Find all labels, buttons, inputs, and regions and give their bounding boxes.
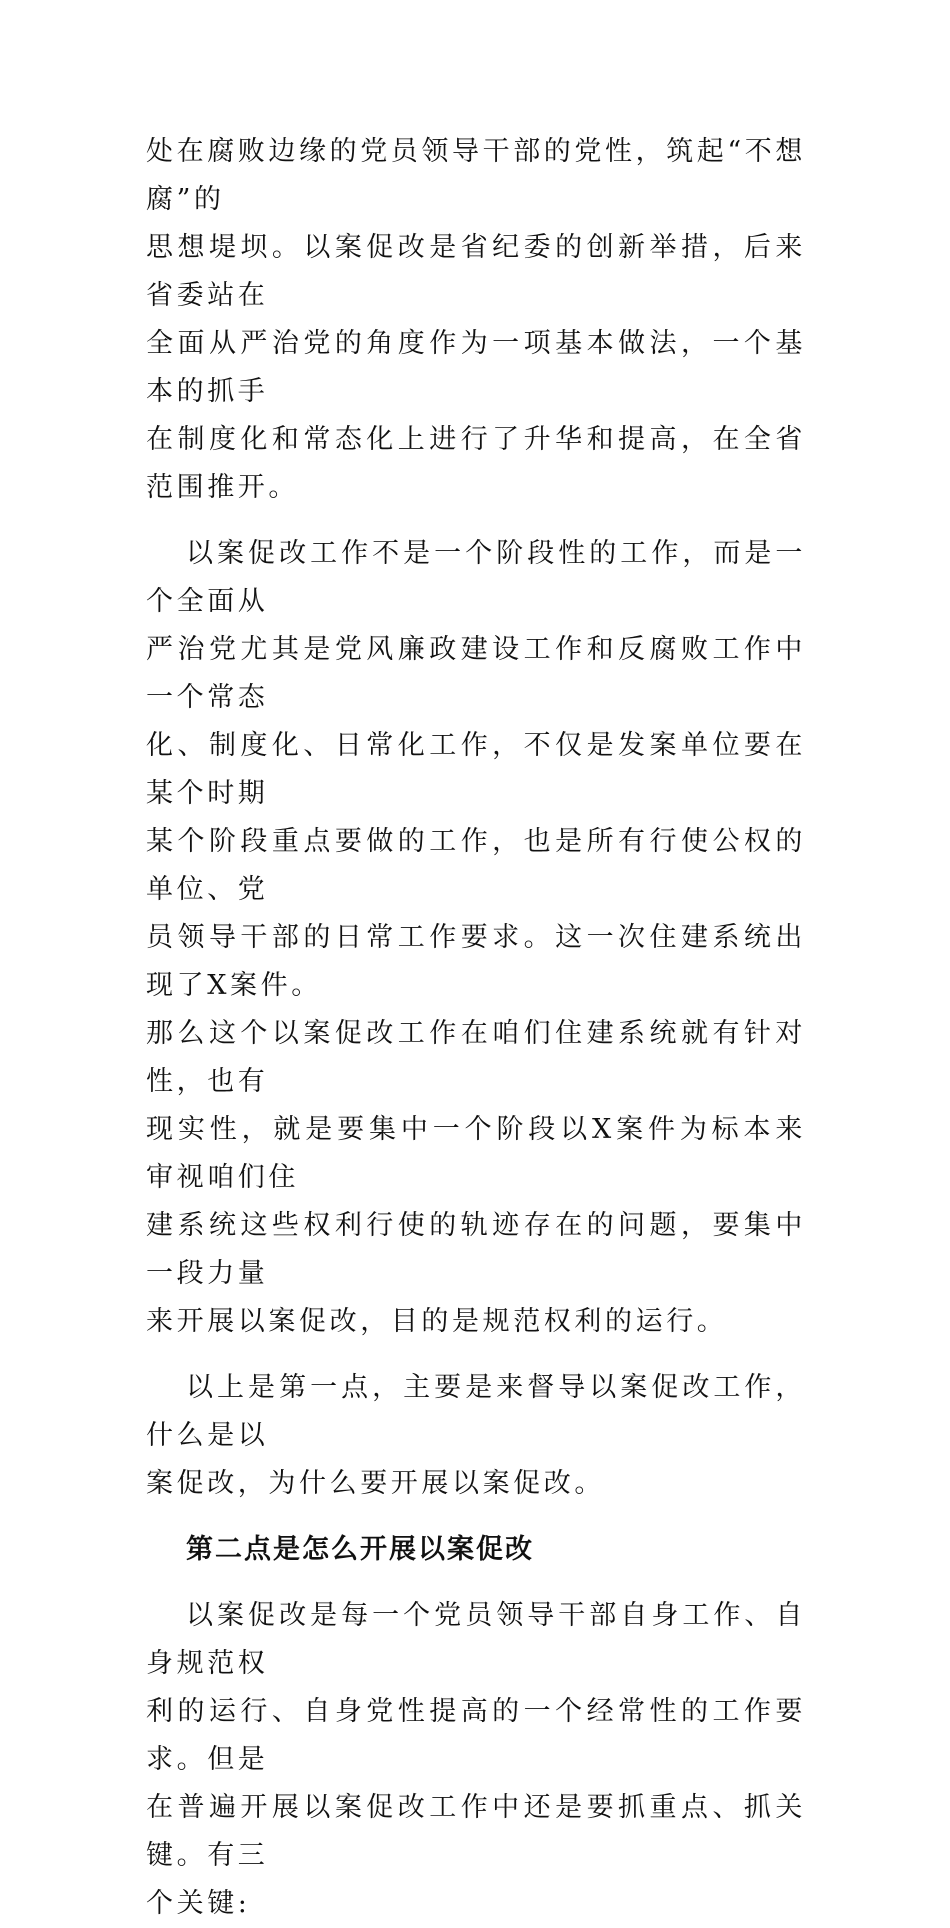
paragraph-three-keys-intro: 以案促改是每一个党员领导干部自身工作、自身规范权 利的运行、自身党性提高的一个经常性的工作要求。但是 在普遍开展以案促改工作中还是要抓重点、抓关键。有三 个关键:: [146, 1600, 806, 1919]
paragraph-first-point-summary: 以上是第一点，主要是来督导以案促改工作，什么是以 案促改，为什么要开展以案促改。: [146, 1372, 806, 1499]
paragraph-case-reform-nature: 以案促改工作不是一个阶段性的工作，而是一个全面从 严治党尤其是党风廉政建设工作和反腐败工作中一个常态 化、制度化、日常化工作，不仅是发案单位要在某个时期 某个阶段重点要做的工作，也是所有行使公权的单位、党 员领导干部的日常工作要求。这一次住建系统出现了X案件。 那么这个以案促改工作在咱们住建系统就有针对性，也有 现实性，就是要集中一个阶段以X案件为标本来审视咱们住 建系统这些权利行使的轨迹存在的问题，要集中一段力量 来开展以案促改，目的是规范权利的运行。: [146, 538, 806, 1337]
paragraph-continuation: 处在腐败边缘的党员领导干部的党性，筑起“不想腐”的 思想堤坝。以案促改是省纪委的创新举措，后来省委站在 全面从严治党的角度作为一项基本做法，一个基本的抓手 在制度化和常态化上进行了升华和提高，在全省范围推开。: [146, 136, 807, 503]
section-heading: 第二点是怎么开展以案促改: [186, 1534, 534, 1565]
document-body: [146, 128, 806, 1928]
